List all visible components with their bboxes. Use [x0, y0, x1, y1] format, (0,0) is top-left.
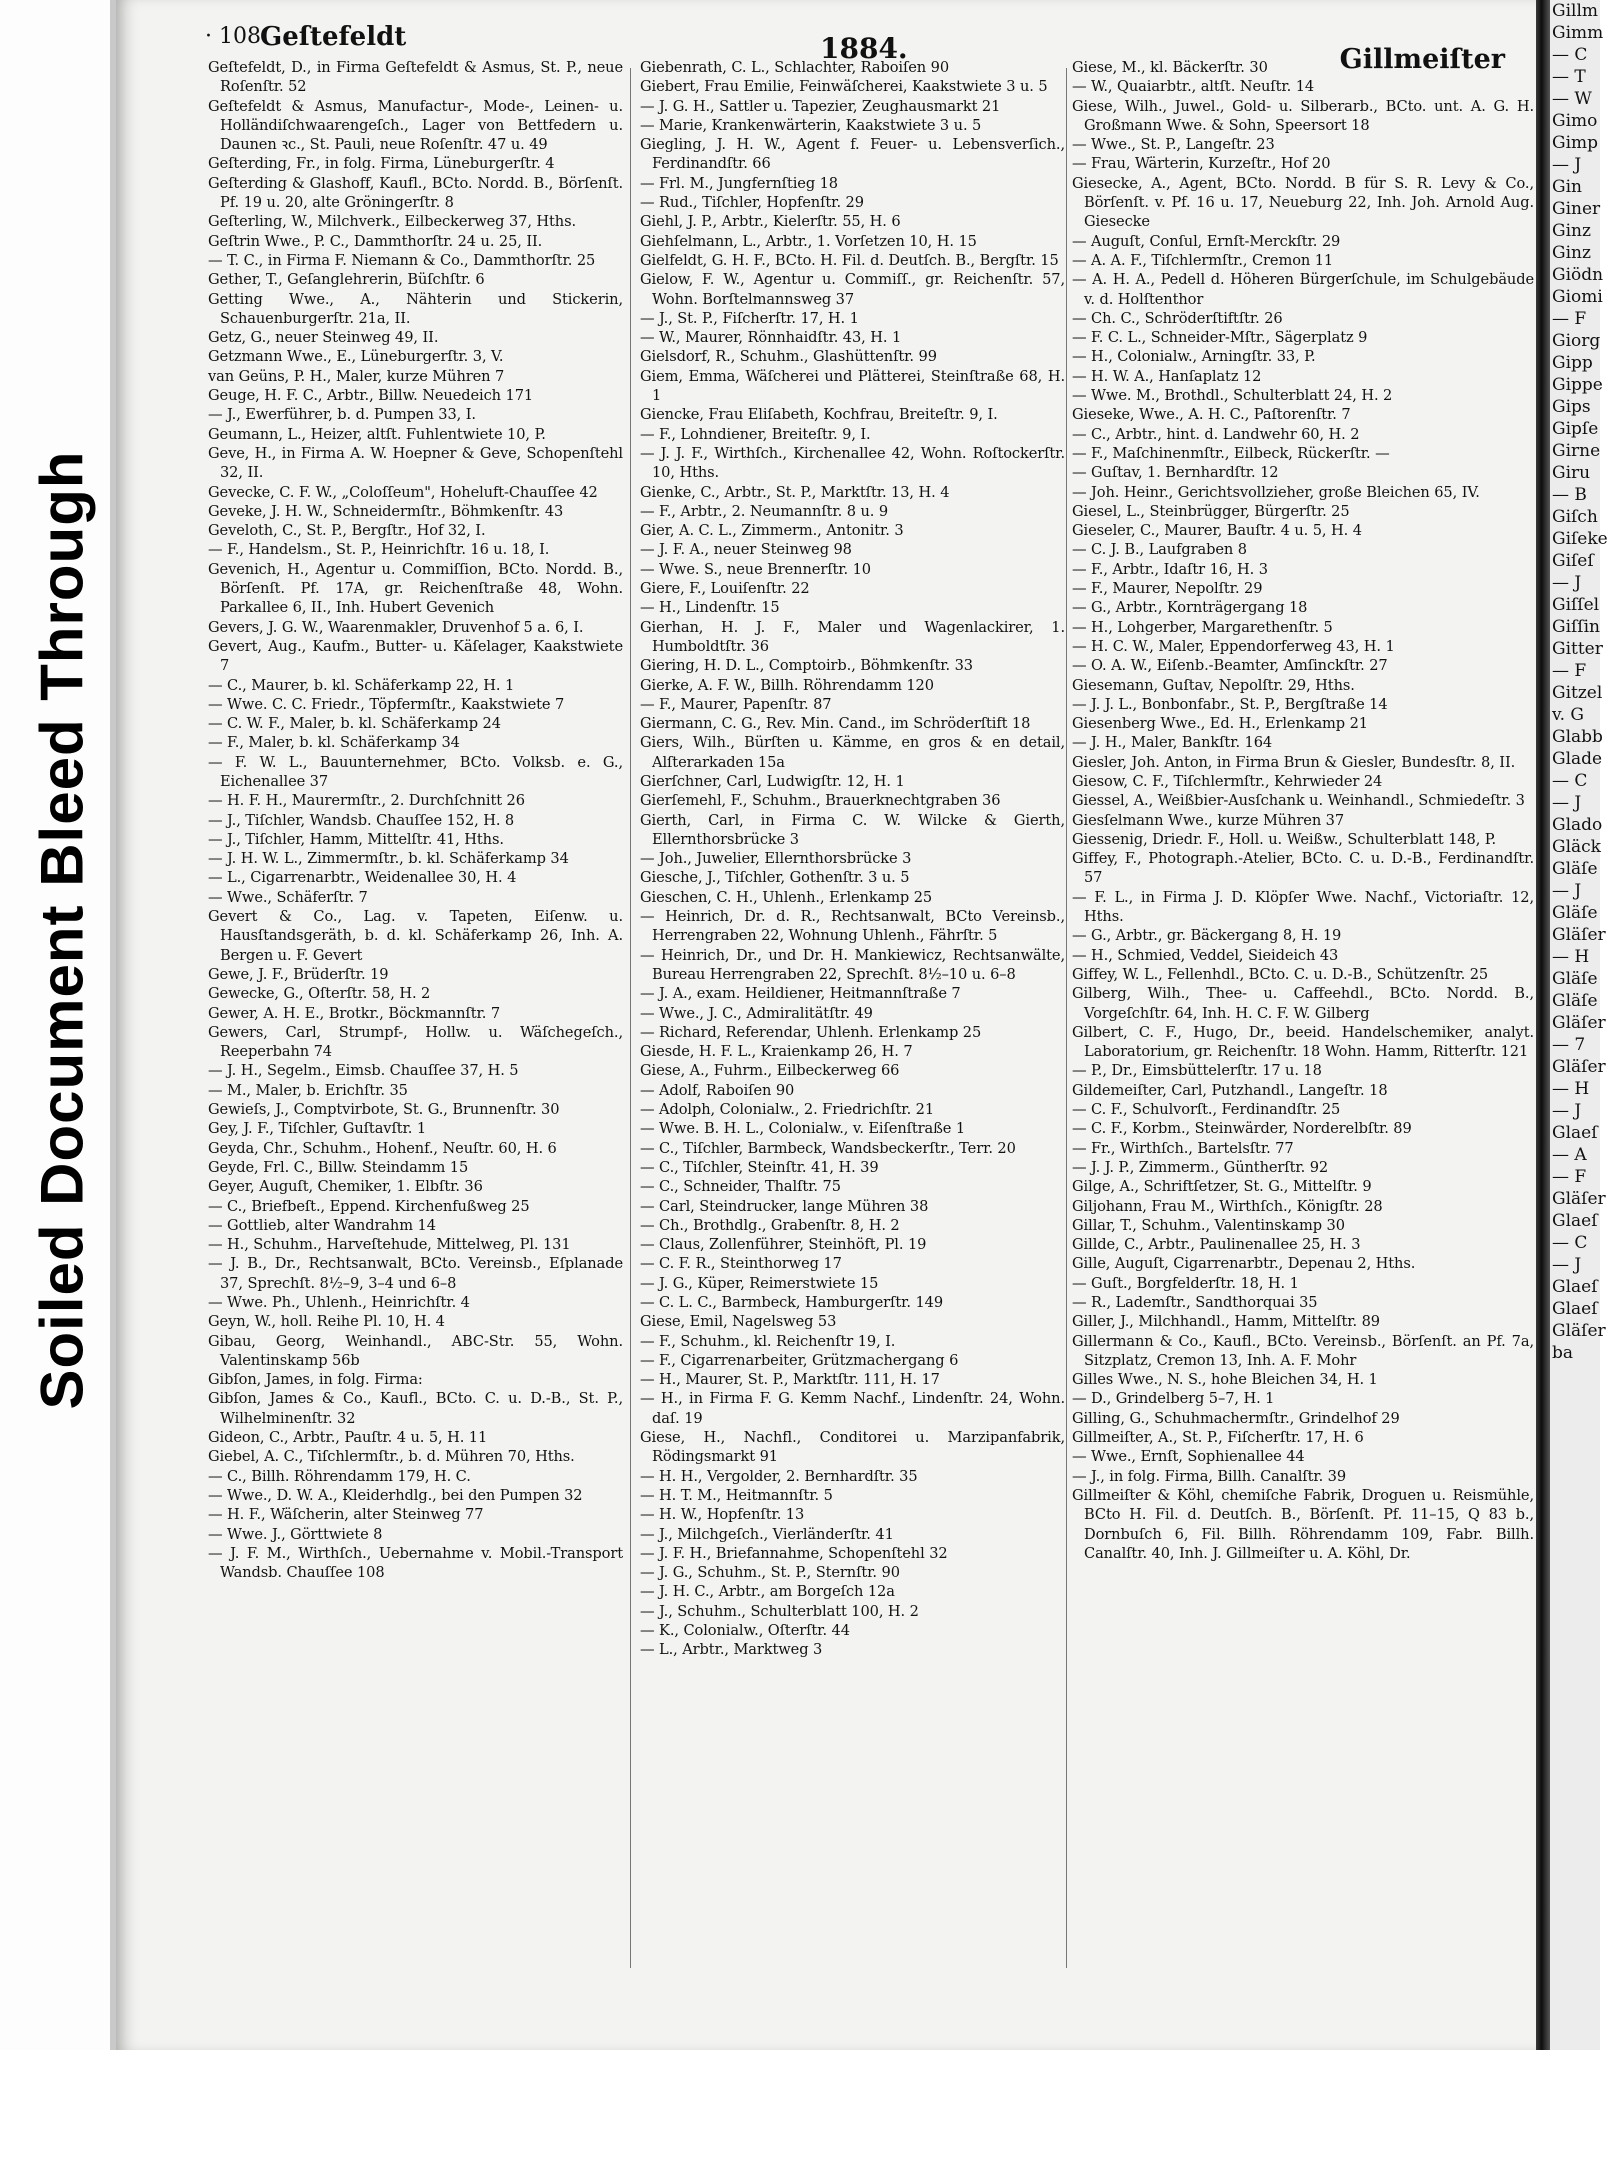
facing-page-fragment: Giſch [1552, 507, 1598, 527]
directory-entry: — L., Cigarrenarbtr., Weidenallee 30, H. 4 [208, 869, 517, 887]
directory-entry: Gilge, A., Schriftſetzer, St. G., Mittelſtr. 9 [1072, 1178, 1372, 1196]
directory-entry: — H., Lohgerber, Margarethenſtr. 5 [1072, 618, 1333, 636]
directory-entry: Giese, A., Fuhrm., Eilbeckerweg 66 [640, 1062, 900, 1080]
directory-entry: Geumann, L., Heizer, altſt. Fuhlentwiete 10, P. [208, 425, 546, 443]
directory-entry: — G., Arbtr., Kornträgergang 18 [1072, 599, 1308, 617]
directory-entry: Giesde, H. F. L., Kraienkamp 26, H. 7 [640, 1043, 913, 1061]
directory-entry: Giller, J., Milchhandl., Hamm, Mittelſtr. 89 [1072, 1313, 1380, 1331]
directory-entry: Gewers, Carl, Strumpf-, Hollw. u. Wäſchegeſch., Reeperbahn 74 [208, 1023, 623, 1061]
directory-entry: — F. L., in Firma J. D. Klöpſer Wwe. Nachf., Victoriaſtr. 12, Hths. [1072, 888, 1534, 926]
directory-entry: — F., Handelsm., St. P., Heinrichſtr. 16 u. 18, I. [208, 541, 550, 559]
facing-page-fragment: Gläſe [1552, 903, 1598, 923]
directory-entry: Gielow, F. W., Agentur u. Commiſſ., gr. Reichenſtr. 57, Wohn. Borſtelmannsweg 37 [640, 271, 1065, 308]
directory-entry: — Gottlieb, alter Wandrahm 14 [208, 1216, 436, 1234]
directory-entry: Gewer, A. H. E., Brotkr., Böckmannſtr. 7 [208, 1004, 501, 1022]
directory-entry: — C. W. F., Maler, b. kl. Schäferkamp 24 [208, 715, 501, 733]
directory-entry: — J. H. W. L., Zimmermſtr., b. kl. Schäferkamp 34 [208, 850, 569, 868]
directory-entry: — Auguſt, Conſul, Ernſt-Merckſtr. 29 [1072, 232, 1341, 250]
directory-entry: Giese, H., Nachfl., Conditorei u. Marzipanfabrik, Rödingsmarkt 91 [640, 1429, 1065, 1466]
margin-label [12, 380, 112, 1480]
directory-column-left [208, 58, 623, 2048]
directory-column-right [1072, 58, 1534, 2048]
directory-entry: Geſtrin Wwe., P. C., Dammthorſtr. 24 u. 25, II. [208, 232, 543, 250]
directory-entry: — Wwe., J. C., Admiralitätſtr. 49 [640, 1004, 873, 1022]
directory-entry: Giering, H. D. L., Comptoirb., Böhmkenſtr. 33 [640, 657, 973, 675]
facing-page-fragment: Gipp [1552, 353, 1593, 373]
directory-entry: — Wwe. S., neue Brennerſtr. 10 [640, 560, 871, 578]
directory-entry: Gilberg, Wilh., Thee- u. Caffeehdl., BCto. Nordd. B., Vorgeſchſtr. 64, Inh. H. C. F. W. Gilberg [1072, 985, 1534, 1022]
facing-page-fragment: — J [1552, 1255, 1582, 1275]
directory-entry: — P., Dr., Eimsbüttelerſtr. 17 u. 18 [1072, 1062, 1322, 1080]
directory-entry: — H., Lindenſtr. 15 [640, 599, 780, 617]
directory-entry: — Wwe., Ernſt, Sophienallee 44 [1072, 1448, 1305, 1466]
directory-entry: Gilles Wwe., N. S., hohe Bleichen 34, H. 1 [1072, 1371, 1378, 1389]
directory-entry: Gielsdorf, R., Schuhm., Glashüttenſtr. 99 [640, 348, 937, 366]
directory-entry: — C., Arbtr., hint. d. Landwehr 60, H. 2 [1072, 425, 1360, 443]
facing-page-fragment: Glaeſ [1552, 1277, 1598, 1297]
directory-entry: — A. H. A., Pedell d. Höheren Bürgerſchule, im Schulgebäude v. d. Holſtenthor [1072, 271, 1534, 308]
directory-entry: Giencke, Frau Eliſabeth, Kochfrau, Breiteſtr. 9, I. [640, 406, 998, 424]
directory-entry: Giehl, J. P., Arbtr., Kielerſtr. 55, H. 6 [640, 213, 901, 231]
directory-entry: Giebel, A. C., Tiſchlermſtr., b. d. Mühren 70, Hths. [208, 1448, 575, 1466]
directory-entry: Giesemann, Guſtav, Nepolſtr. 29, Hths. [1072, 676, 1355, 694]
facing-page-fragment: — J [1552, 573, 1582, 593]
directory-entry: Getz, G., neuer Steinweg 49, II. [208, 329, 439, 347]
directory-entry: — K., Colonialw., Oſterſtr. 44 [640, 1622, 850, 1640]
directory-entry: Gierſchner, Carl, Ludwigſtr. 12, H. 1 [640, 772, 905, 790]
directory-entry: — Wwe., D. W. A., Kleiderhdlg., bei den Pumpen 32 [208, 1486, 583, 1504]
directory-entry: — J. G., Schuhm., St. P., Sternſtr. 90 [640, 1564, 900, 1582]
directory-entry: — F., Maſchinenmſtr., Eilbeck, Rückerſtr. — [1072, 444, 1390, 462]
directory-entry: — Wwe. M., Brothdl., Schulterblatt 24, H. 2 [1072, 387, 1393, 405]
directory-entry: — C. L. C., Barmbeck, Hamburgerſtr. 149 [640, 1294, 944, 1311]
facing-page-fragment: Girne [1552, 441, 1601, 461]
directory-entry: — Fr., Wirthſch., Bartelsſtr. 77 [1072, 1139, 1294, 1157]
directory-entry: Gielfeldt, G. H. F., BCto. H. Fil. d. Deutſch. B., Bergſtr. 15 [640, 251, 1059, 269]
directory-entry: — O. A. W., Eiſenb.-Beamter, Amſinckſtr. 27 [1072, 657, 1388, 675]
directory-entry: Geyer, Auguſt, Chemiker, 1. Elbſtr. 36 [208, 1178, 483, 1196]
facing-page-fragment: — J [1552, 155, 1582, 175]
directory-entry: — C. J. B., Laufgraben 8 [1072, 541, 1247, 559]
facing-page-fragment: Gipſe [1552, 419, 1599, 439]
facing-page-fragment: Gitzel [1552, 683, 1603, 703]
facing-page-fragment: — C [1552, 45, 1588, 65]
directory-entry: — J., in folg. Firma, Billh. Canalſtr. 39 [1072, 1467, 1347, 1485]
directory-entry: — H. W. A., Hanſaplatz 12 [1072, 367, 1262, 385]
directory-entry: — Wwe., St. P., Langeſtr. 23 [1072, 136, 1275, 154]
directory-entry: Gibſon, James, in folg. Firma: [208, 1371, 423, 1389]
directory-entry: — W., Maurer, Rönnhaidſtr. 43, H. 1 [640, 329, 902, 347]
facing-page-fragment: Gimp [1552, 133, 1599, 153]
directory-entry: — F., Arbtr., 2. Neumannſtr. 8 u. 9 [640, 502, 889, 520]
directory-entry: — J. H., Segelm., Eimsb. Chauſſee 37, H. 5 [208, 1062, 519, 1080]
directory-entry: — J. F. A., neuer Steinweg 98 [640, 541, 852, 559]
directory-entry: Gibau, Georg, Weinhandl., ABC-Str. 55, Wohn. Valentinskamp 56b [208, 1332, 623, 1369]
directory-entry: — Frau, Wärterin, Kurzeſtr., Hof 20 [1072, 155, 1331, 173]
directory-entry: Giljohann, Frau M., Wirthſch., Königſtr. 28 [1072, 1197, 1383, 1215]
directory-entry: Giebert, Frau Emilie, Feinwäſcherei, Kaakstwiete 3 u. 5 [640, 78, 1048, 96]
margin-label-text: Soiled Document Bleed Through [28, 450, 96, 1410]
directory-entry: Geſterding & Glashoff, Kaufl., BCto. Nordd. B., Börſenſt. Pf. 19 u. 20, alte Gröningerſtr. 8 [208, 174, 623, 212]
facing-page-fragment: — W [1552, 89, 1592, 109]
directory-entry: Gether, T., Geſanglehrerin, Büſchſtr. 6 [208, 271, 485, 289]
directory-entry: Gevenich, H., Agentur u. Commiſſion, BCto. Nordd. B., Börſenſt. Pf. 17A, gr. Reichenſtraße 48, Wohn. Parkallee 6, II., Inh. Hubert Gevenich [208, 560, 623, 617]
facing-page-fragment: Gippe [1552, 375, 1603, 395]
directory-entry: — T. C., in Firma F. Niemann & Co., Dammthorſtr. 25 [208, 251, 596, 269]
directory-entry: — J., Tiſchler, Wandsb. Chauſſee 152, H. 8 [208, 811, 515, 829]
directory-entry: Geuge, H. F. C., Arbtr., Billw. Neuedeich 171 [208, 387, 534, 405]
directory-entry: — Heinrich, Dr., und Dr. H. Mankiewicz, Rechtsanwälte, Bureau Herrengraben 22, Sprechſt. 8½–10 u. 6–8 [640, 946, 1065, 983]
directory-entry: Gildemeiſter, Carl, Putzhandl., Langeſtr. 18 [1072, 1081, 1388, 1099]
facing-page-fragment: Gläſe [1552, 859, 1598, 879]
facing-page-fragment: Giſſin [1552, 617, 1600, 637]
facing-page-fragment: — J [1552, 1101, 1582, 1121]
directory-entry: — J. H. C., Arbtr., am Borgeſch 12a [640, 1583, 895, 1601]
directory-entry: Gillmeiſter, A., St. P., Fiſcherſtr. 17, H. 6 [1072, 1429, 1364, 1447]
directory-column-middle [640, 58, 1065, 2048]
directory-entry: — H., in Firma F. G. Kemm Nachf., Lindenſtr. 24, Wohn. daſ. 19 [640, 1390, 1065, 1427]
directory-entry: — Guſtav, 1. Bernhardſtr. 12 [1072, 464, 1279, 482]
directory-entry: Gierſemehl, F., Schuhm., Brauerknechtgraben 36 [640, 792, 1001, 810]
directory-entry: — F., Maler, b. kl. Schäferkamp 34 [208, 734, 460, 752]
directory-entry: — H. T. M., Heitmannſtr. 5 [640, 1486, 833, 1504]
directory-entry: — J., Tiſchler, Hamm, Mittelſtr. 41, Hths. [208, 830, 504, 848]
directory-entry: Geſterling, W., Milchverk., Eilbeckerweg 37, Hths. [208, 213, 577, 231]
directory-entry: Giermann, C. G., Rev. Min. Cand., im Schröderſtift 18 [640, 715, 1031, 733]
directory-entry: Gienke, C., Arbtr., St. P., Marktſtr. 13, H. 4 [640, 483, 950, 501]
facing-page-fragment: Gimo [1552, 111, 1598, 131]
directory-entry: — D., Grindelberg 5–7, H. 1 [1072, 1390, 1275, 1408]
directory-entry: — Adolph, Colonialw., 2. Friedrichſtr. 21 [640, 1101, 935, 1119]
directory-entry: Gillar, T., Schuhm., Valentinskamp 30 [1072, 1216, 1345, 1234]
directory-entry: — J. B., Dr., Rechtsanwalt, BCto. Vereinsb., Eſplanade 37, Sprechſt. 8½–9, 3–4 und 6–8 [208, 1255, 623, 1292]
directory-entry: — H. F. H., Maurermſtr., 2. Durchſchnitt 26 [208, 792, 525, 810]
facing-page-fragment: — C [1552, 771, 1588, 791]
facing-page-fragment: — T [1552, 67, 1586, 87]
scan-bottom-margin [0, 2050, 1600, 2177]
directory-entry: — A. A. F., Tiſchlermſtr., Cremon 11 [1072, 251, 1334, 269]
directory-entry: — C. F. R., Steinthorweg 17 [640, 1255, 842, 1273]
facing-page-fragment: Glaeſ [1552, 1211, 1598, 1231]
facing-page-fragment: — J [1552, 881, 1582, 901]
directory-entry: Giesler, Joh. Anton, in Firma Brun & Giesler, Bundesſtr. 8, II. [1072, 753, 1516, 771]
directory-entry: Giffey, W. L., Fellenhdl., BCto. C. u. D.-B., Schützenſtr. 25 [1072, 965, 1489, 983]
directory-entry: — H., Colonialw., Arningſtr. 33, P. [1072, 348, 1316, 366]
directory-entry: — L., Arbtr., Marktweg 3 [640, 1641, 823, 1659]
directory-entry: — C. F., Schulvorſt., Ferdinandſtr. 25 [1072, 1101, 1341, 1119]
directory-entry: Gillermann & Co., Kaufl., BCto. Vereinsb., Börſenſt. an Pf. 7a, Sitzplatz, Cremon 13, Inh. A. F. Mohr [1072, 1332, 1534, 1369]
facing-page-fragment: Ginz [1552, 221, 1591, 241]
directory-entry: Gieseke, Wwe., A. H. C., Paſtorenſtr. 7 [1072, 406, 1351, 424]
directory-entry: Giesel, L., Steinbrügger, Bürgerſtr. 25 [1072, 502, 1350, 520]
facing-page-fragment: Giſeſ [1552, 551, 1594, 571]
directory-entry: Giegling, J. H. W., Agent f. Feuer- u. Lebensverſich., Ferdinandſtr. 66 [640, 136, 1065, 173]
directory-entry: Gevecke, C. F. W., „Coloſſeum", Hoheluft-Chauſſee 42 [208, 483, 598, 501]
directory-entry: Gillmeiſter & Köhl, chemiſche Fabrik, Droguen u. Reismühle, BCto H. Fil. d. Deutſch. B., Börſenſt. Pf. 11–15, Q 83 b., Dornbuſch 6, Fil. Billh. Röhrendamm 109, Fabr. Billh. Canalſtr. 40, Inh. J. Gillmeiſter u. A. Köhl, Dr. [1072, 1486, 1534, 1562]
directory-entry: — Richard, Referendar, Uhlenh. Erlenkamp 25 [640, 1023, 982, 1041]
column-divider [1066, 68, 1067, 1968]
directory-entry: — J., Ewerführer, b. d. Pumpen 33, I. [208, 406, 476, 424]
facing-page-fragment: Gitter [1552, 639, 1603, 659]
directory-entry: — Frl. M., Jungfernſtieg 18 [640, 174, 838, 192]
directory-entry: Giesecke, A., Agent, BCto. Nordd. B für S. R. Levy & Co., Börſenſt. v. Pf. 16 u. 17, Neueburg 22, Inh. Joh. Arnold Aug. Giesecke [1072, 174, 1534, 231]
directory-entry: Gieschen, C. H., Uhlenh., Erlenkamp 25 [640, 888, 933, 906]
running-head-right: Gillmeiſter [1339, 44, 1505, 75]
facing-page-fragment: Gläſer [1552, 1057, 1606, 1077]
directory-entry: Giese, Wilh., Juwel., Gold- u. Silberarb., BCto. unt. A. G. H. Großmann Wwe. & Sohn, Speersort 18 [1072, 97, 1534, 134]
facing-page-fragment: Glabb [1552, 727, 1603, 747]
directory-entry: Giere, F., Louiſenſtr. 22 [640, 580, 810, 598]
facing-page-fragment: — 7 [1552, 1035, 1586, 1055]
directory-entry: Giese, M., kl. Bäckerſtr. 30 [1072, 59, 1268, 76]
directory-entry: Gillde, C., Arbtr., Paulinenallee 25, H. 3 [1072, 1236, 1361, 1254]
directory-entry: — H., Schuhm., Harveſtehude, Mittelweg, Pl. 131 [208, 1236, 571, 1254]
directory-entry: Giesche, J., Tiſchler, Gothenſtr. 3 u. 5 [640, 869, 910, 887]
directory-entry: Gey, J. F., Tiſchler, Guſtavſtr. 1 [208, 1120, 427, 1138]
directory-entry: — Wwe. B. H. L., Colonialw., v. Eiſenſtraße 1 [640, 1120, 966, 1138]
facing-page-fragment: Gläſer [1552, 1013, 1606, 1033]
directory-entry: — J. H., Maler, Bankſtr. 164 [1072, 734, 1273, 752]
directory-entry: van Geüns, P. H., Maler, kurze Mühren 7 [208, 367, 505, 385]
directory-entry: — J. G. H., Sattler u. Tapezier, Zeughausmarkt 21 [640, 97, 1001, 115]
directory-entry: Gilling, G., Schuhmachermſtr., Grindelhof 29 [1072, 1409, 1400, 1427]
directory-entry: — C., Tiſchler, Steinſtr. 41, H. 39 [640, 1158, 879, 1176]
directory-entry: Giese, Emil, Nagelsweg 53 [640, 1313, 837, 1331]
directory-entry: Gieseler, C., Maurer, Bauſtr. 4 u. 5, H. 4 [1072, 522, 1362, 540]
facing-page-fragment: — C [1552, 1233, 1588, 1253]
facing-page-fragment: Gillm [1552, 1, 1599, 21]
directory-entry: — J. J. F., Wirthſch., Kirchenallee 42, Wohn. Roſtockerſtr. 10, Hths. [640, 444, 1065, 482]
directory-entry: Gierth, Carl, in Firma C. W. Wilcke & Gierth, Ellernthorsbrücke 3 [640, 811, 1065, 848]
facing-page-fragment: Gläſer [1552, 925, 1606, 945]
directory-entry: Geyda, Chr., Schuhm., Hohenf., Neuſtr. 60, H. 6 [208, 1139, 557, 1157]
directory-entry: — F., Cigarrenarbeiter, Grützmachergang 6 [640, 1351, 959, 1369]
directory-entry: Gilbert, C. F., Hugo, Dr., beeid. Handelschemiker, analyt. Laboratorium, gr. Reichenſtr. 18 Wohn. Hamm, Ritterſtr. 121 [1072, 1023, 1534, 1061]
facing-page-fragment: Giru [1552, 463, 1591, 483]
directory-entry: — H. H., Vergolder, 2. Bernhardſtr. 35 [640, 1467, 918, 1485]
facing-page-fragment: — F [1552, 1167, 1587, 1187]
directory-entry: Gewecke, G., Oſterſtr. 58, H. 2 [208, 985, 431, 1003]
directory-entry: — W., Quaiarbtr., altſt. Neuſtr. 14 [1072, 78, 1315, 96]
directory-entry: Gideon, C., Arbtr., Pauſtr. 4 u. 5, H. 11 [208, 1429, 488, 1447]
facing-page-fragment: Giorg [1552, 331, 1601, 351]
directory-entry: — F., Lohndiener, Breiteſtr. 9, I. [640, 425, 871, 443]
directory-entry: — C., Briefbeſt., Eppend. Kirchenfußweg 25 [208, 1197, 530, 1215]
facing-page-fragment: Gläſer [1552, 1321, 1606, 1341]
directory-entry: Gille, Auguſt, Cigarrenarbtr., Depenau 2, Hths. [1072, 1255, 1416, 1273]
directory-entry: Gewe, J. F., Brüderſtr. 19 [208, 965, 389, 983]
facing-page-fragment: Glade [1552, 749, 1603, 769]
directory-entry: — Carl, Steindrucker, lange Mühren 38 [640, 1197, 929, 1215]
directory-entry: — J., St. P., Fiſcherſtr. 17, H. 1 [640, 309, 859, 327]
facing-page-fragment: Gin [1552, 177, 1582, 197]
directory-entry: Gevers, J. G. W., Waarenmakler, Druvenhof 5 a. 6, I. [208, 618, 584, 636]
directory-entry: — R., Lademſtr., Sandthorquai 35 [1072, 1294, 1318, 1311]
directory-entry: Gierke, A. F. W., Billh. Röhrendamm 120 [640, 676, 934, 694]
directory-entry: — Wwe. Ph., Uhlenh., Heinrichſtr. 4 [208, 1294, 470, 1311]
directory-entry: — M., Maler, b. Erichſtr. 35 [208, 1081, 408, 1099]
directory-entry: — J. F. H., Briefannahme, Schopenſtehl 32 [640, 1544, 948, 1562]
facing-page-fragment: — J [1552, 793, 1582, 813]
directory-entry: — F., Schuhm., kl. Reichenſtr 19, I. [640, 1332, 896, 1350]
directory-entry: — J., Schuhm., Schulterblatt 100, H. 2 [640, 1602, 919, 1620]
directory-entry: Giesow, C. F., Tiſchlermſtr., Kehrwieder 24 [1072, 772, 1383, 790]
directory-entry: Gevert, Aug., Kaufm., Butter- u. Käſelager, Kaakstwiete 7 [208, 637, 623, 675]
book-gutter [1536, 0, 1550, 2050]
facing-page-fragment: Giner [1552, 199, 1601, 219]
directory-entry: Geveke, J. H. W., Schneidermſtr., Böhmkenſtr. 43 [208, 502, 564, 520]
directory-entry: — C., Maurer, b. kl. Schäferkamp 22, H. 1 [208, 676, 515, 694]
facing-page-fragment: — B [1552, 485, 1587, 505]
facing-page-edge [1550, 0, 1608, 2050]
directory-entry: Giessenig, Driedr. F., Holl. u. Weißw., Schulterblatt 148, P. [1072, 830, 1497, 848]
facing-page-fragment: Gips [1552, 397, 1591, 417]
directory-entry: — H. C. W., Maler, Eppendorferweg 43, H. 1 [1072, 637, 1395, 655]
directory-entry: — H., Maurer, St. P., Marktſtr. 111, H. 17 [640, 1371, 940, 1389]
facing-page-fragment: — H [1552, 1079, 1590, 1099]
facing-page-fragment: Gläſe [1552, 991, 1598, 1011]
directory-entry: — Ch. C., Schröderſtiftſtr. 26 [1072, 309, 1283, 327]
page-number: · 108 [205, 24, 261, 49]
directory-entry: — C., Schneider, Thalſtr. 75 [640, 1178, 841, 1196]
directory-entry: Giers, Wilh., Bürſten u. Kämme, en gros & en detail, Alſterarkaden 15a [640, 734, 1065, 771]
directory-entry: — Wwe. J., Görttwiete 8 [208, 1525, 383, 1543]
facing-page-fragment: Giſſel [1552, 595, 1600, 615]
facing-page-fragment: Gläſe [1552, 969, 1598, 989]
facing-page-fragment: Giödn [1552, 265, 1604, 285]
directory-entry: — Joh., Juwelier, Ellernthorsbrücke 3 [640, 850, 912, 868]
facing-page-fragment: Ginz [1552, 243, 1591, 263]
directory-entry: — Guſt., Borgfelderſtr. 18, H. 1 [1072, 1274, 1299, 1292]
directory-entry: Geyde, Frl. C., Billw. Steindamm 15 [208, 1158, 469, 1176]
directory-entry: — C. F., Korbm., Steinwärder, Norderelbſtr. 89 [1072, 1120, 1412, 1138]
directory-entry: — J. J. P., Zimmerm., Güntherſtr. 92 [1072, 1158, 1329, 1176]
directory-entry: — H., Schmied, Veddel, Sieideich 43 [1072, 946, 1339, 964]
facing-page-fragment: Glaeſ [1552, 1299, 1598, 1319]
directory-entry: — C., Billh. Röhrendamm 179, H. C. [208, 1467, 471, 1485]
facing-page-fragment: v. G [1552, 705, 1584, 725]
directory-entry: Geſtefeldt & Asmus, Manufactur-, Mode-, Leinen- u. Holländiſchwaarengeſch., Lager von Bettfedern u. Daunen ꝛc., St. Pauli, neue Roſenſtr. 47 u. 49 [208, 97, 623, 154]
directory-entry: — F., Maurer, Nepolſtr. 29 [1072, 580, 1263, 598]
directory-entry: Giesenberg Wwe., Ed. H., Erlenkamp 21 [1072, 715, 1368, 733]
directory-entry: — J. F. M., Wirthſch., Uebernahme v. Mobil.-Transport Wandsb. Chauſſee 108 [208, 1544, 623, 1582]
facing-page-fragment: — F [1552, 661, 1587, 681]
directory-entry: — Joh. Heinr., Gerichtsvollzieher, große Bleichen 65, IV. [1072, 483, 1480, 501]
directory-entry: Geſtefeldt, D., in Firma Geſtefeldt & Asmus, St. P., neue Roſenſtr. 52 [208, 59, 623, 96]
directory-entry: Getzmann Wwe., E., Lüneburgerſtr. 3, V. [208, 348, 504, 366]
directory-entry: — G., Arbtr., gr. Bäckergang 8, H. 19 [1072, 927, 1342, 945]
directory-entry: Gier, A. C. L., Zimmerm., Antonitr. 3 [640, 522, 904, 540]
directory-entry: — Adolf, Raboiſen 90 [640, 1081, 795, 1099]
directory-entry: — F. W. L., Bauunternehmer, BCto. Volksb. e. G., Eichenallee 37 [208, 753, 623, 790]
directory-entry: — Rud., Tiſchler, Hopfenſtr. 29 [640, 194, 864, 212]
directory-entry: — Wwe., Schäferſtr. 7 [208, 888, 368, 906]
facing-page-fragment: Giomi [1552, 287, 1603, 307]
directory-entry: — Ch., Brothdlg., Grabenſtr. 8, H. 2 [640, 1216, 900, 1234]
directory-entry: — J. G., Küper, Reimerstwiete 15 [640, 1274, 879, 1292]
facing-page-fragment: Gläſer [1552, 1189, 1606, 1209]
facing-page-fragment: Gimm [1552, 23, 1604, 43]
directory-entry: — Heinrich, Dr. d. R., Rechtsanwalt, BCto Vereinsb., Herrengraben 22, Wohnung Uhlenh., Fährſtr. 5 [640, 908, 1065, 945]
running-head-year: 1884. [820, 32, 908, 65]
facing-page-fragment: ba [1552, 1343, 1574, 1363]
directory-entry: — C., Tiſchler, Barmbeck, Wandsbeckerſtr., Terr. 20 [640, 1139, 1016, 1157]
directory-entry: Gibſon, James & Co., Kaufl., BCto. C. u. D.-B., St. P., Wilhelminenſtr. 32 [208, 1390, 623, 1427]
facing-page-fragment: — H [1552, 947, 1590, 967]
directory-entry: — J. A., exam. Heildiener, Heitmannſtraße 7 [640, 985, 961, 1003]
directory-entry: — J. J. L., Bonbonfabr., St. P., Bergſtraße 14 [1072, 695, 1388, 713]
directory-entry: Getting Wwe., A., Nähterin und Stickerin, Schauenburgerſtr. 21a, II. [208, 290, 623, 327]
directory-entry: Geyn, W., holl. Reihe Pl. 10, H. 4 [208, 1313, 445, 1331]
directory-entry: — Claus, Zollenführer, Steinhöft, Pl. 19 [640, 1236, 927, 1254]
facing-page-fragment: Glaeſ [1552, 1123, 1598, 1143]
directory-entry: — H. W., Hopfenſtr. 13 [640, 1506, 805, 1524]
directory-entry: Geveloth, C., St. P., Bergſtr., Hof 32, I. [208, 522, 486, 540]
directory-entry: Gewieſs, J., Comptvirbote, St. G., Brunnenſtr. 30 [208, 1101, 560, 1119]
directory-entry: Giessel, A., Weißbier-Ausſchank u. Weinhandl., Schmiedeſtr. 3 [1072, 792, 1525, 810]
column-divider [630, 68, 631, 1968]
directory-entry: — F., Maurer, Papenſtr. 87 [640, 695, 832, 713]
directory-entry: Gevert & Co., Lag. v. Tapeten, Eiſenw. u. Hausſtandsgeräth, b. d. kl. Schäferkamp 26, Inh. A. Bergen u. F. Gevert [208, 908, 623, 964]
facing-page-fragment: Giſeke [1552, 529, 1608, 549]
directory-entry: — F. C. L., Schneider-Mſtr., Sägerplatz 9 [1072, 329, 1368, 347]
directory-entry: Giehſelmann, L., Arbtr., 1. Vorſetzen 10, H. 15 [640, 232, 977, 250]
directory-entry: Geſterding, Fr., in folg. Firma, Lüneburgerſtr. 4 [208, 155, 555, 173]
facing-page-fragment: — A [1552, 1145, 1587, 1165]
facing-page-fragment: Glado [1552, 815, 1603, 835]
directory-entry: — H. F., Wäſcherin, alter Steinweg 77 [208, 1506, 484, 1524]
directory-entry: Geve, H., in Firma A. W. Hoepner & Geve, Schopenſtehl 32, II. [208, 444, 623, 482]
running-head-left: Geſtefeldt [260, 22, 407, 52]
facing-page-fragment: — F [1552, 309, 1587, 329]
directory-entry: Gierhan, H. J. F., Maler und Wagenlackirer, 1. Humboldtſtr. 36 [640, 618, 1065, 655]
directory-entry: — Marie, Krankenwärterin, Kaakstwiete 3 u. 5 [640, 116, 982, 134]
facing-page-fragment: Gläck [1552, 837, 1601, 857]
directory-entry: — F., Arbtr., Idaſtr 16, H. 3 [1072, 560, 1268, 578]
directory-entry: — J., Milchgeſch., Vierländerſtr. 41 [640, 1525, 894, 1543]
directory-entry: Giebenrath, C. L., Schlachter, Raboiſen 90 [640, 59, 950, 76]
directory-entry: Giffey, F., Photograph.-Atelier, BCto. C. u. D.-B., Ferdinandſtr. 57 [1072, 850, 1534, 887]
directory-entry: — Wwe. C. C. Friedr., Töpfermſtr., Kaakstwiete 7 [208, 695, 565, 713]
directory-entry: Giem, Emma, Wäſcherei und Plätterei, Steinſtraße 68, H. 1 [640, 367, 1065, 405]
directory-entry: Giesſelmann Wwe., kurze Mühren 37 [1072, 811, 1345, 829]
